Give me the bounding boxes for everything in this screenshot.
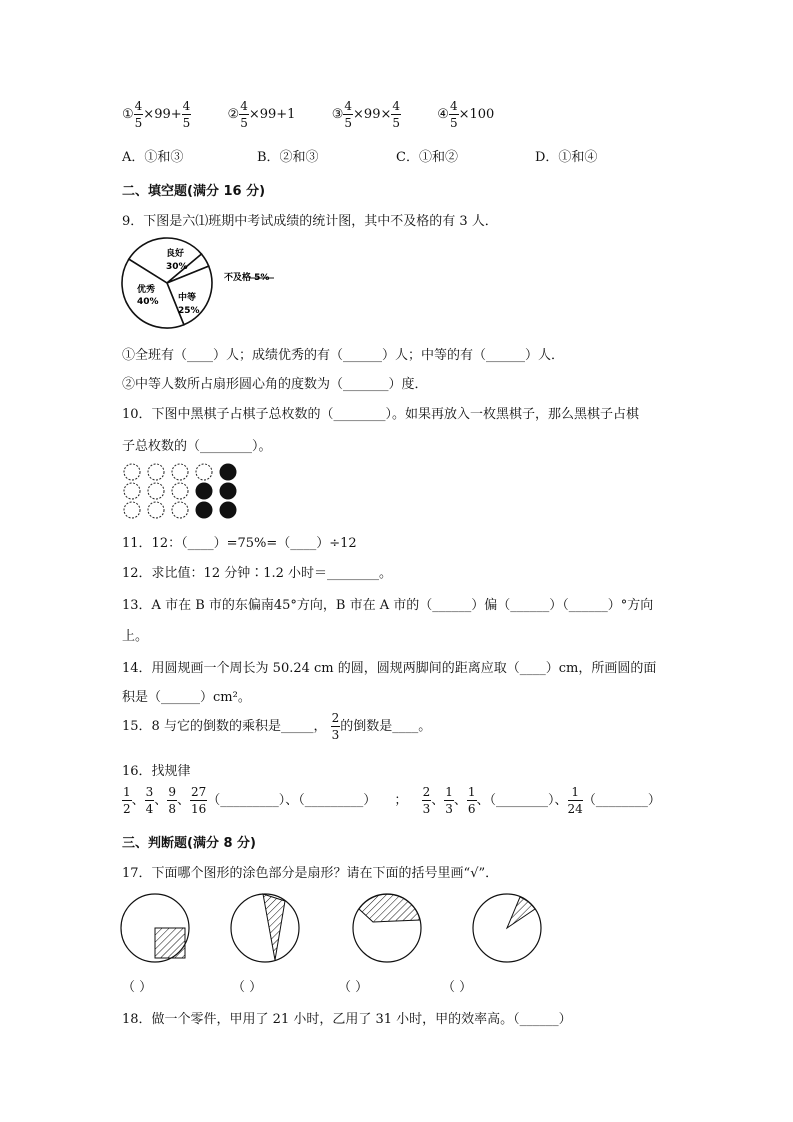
q17-figure-4: [473, 894, 541, 962]
q17-answer-3[interactable]: （ ）: [338, 980, 369, 995]
q16-title: 16．找规律: [122, 764, 191, 779]
white-piece: [148, 502, 164, 518]
q8-choice-b: B．②和③: [257, 150, 319, 165]
q16-seq1-item: $\frac{1}{2}$: [123, 785, 131, 816]
q16-seq2-item: $\frac{1}{6}$: [467, 785, 476, 816]
white-piece: [148, 483, 164, 499]
q8-choice-c: C．①和②: [396, 150, 458, 165]
white-piece: [196, 464, 212, 480]
q8-option-2: ② $\frac{4}{5}$ ×99+1: [227, 99, 296, 130]
pie-label-fail: 不及格 5%: [224, 273, 270, 283]
q16-seq2-item: $\frac{2}{3}$: [422, 785, 431, 816]
q15-pre: 15．8 与它的倒数的乘积是_____，: [122, 719, 327, 734]
q16-seq1-item: $\frac{9}{8}$: [168, 785, 176, 816]
pie-label-excellent: 优秀: [137, 285, 156, 295]
q17-answer-1[interactable]: （ ）: [122, 980, 153, 995]
white-piece: [172, 502, 188, 518]
q8-choice-a: A．①和③: [122, 150, 184, 165]
chess-pieces-grid: [120, 462, 245, 520]
q15-post: 的倒数是____。: [340, 719, 432, 734]
q8-option-3: ③ $\frac{4}{5}$ ×99× $\frac{4}{5}$: [331, 99, 400, 130]
section-title-judgement: 三、判断题(满分 8 分): [122, 836, 256, 851]
q17-figure-3: [353, 894, 421, 962]
q16-blank3: （________）: [582, 793, 661, 808]
q17-figures: [115, 890, 575, 970]
q16-blank1: （_________）、（_________）: [207, 793, 377, 808]
q17-answer-4[interactable]: （ ）: [442, 980, 473, 995]
q10-line2: 子总枚数的（________）。: [122, 439, 272, 454]
q8-option-4: ④ $\frac{4}{5}$ ×100: [437, 99, 495, 130]
q16-seq1-item: $\frac{27}{16}$: [190, 785, 207, 816]
white-piece: [148, 464, 164, 480]
black-piece: [220, 483, 236, 499]
q9-line2: ②中等人数所占扇形圆心角的度数为（_______）度．: [122, 377, 428, 392]
q17-figure-1: [121, 894, 189, 962]
black-piece: [220, 464, 236, 480]
pie-pct-good: 30%: [166, 262, 188, 272]
q16-seq1-item: $\frac{3}{4}$: [145, 785, 154, 816]
white-piece: [172, 464, 188, 480]
black-piece: [196, 502, 212, 518]
q16-seq2-item: $\frac{1}{3}$: [445, 785, 453, 816]
q15: [122, 712, 431, 741]
pie-label-good: 良好: [166, 249, 185, 259]
white-piece: [124, 502, 140, 518]
q17-answer-2[interactable]: （ ）: [232, 980, 263, 995]
q16-seq2-last: $\frac{1}{24}$: [567, 785, 583, 816]
q13-line1: 13．A 市在 B 市的东偏南45°方向，B 市在 A 市的（______）偏（______）（______）°方向: [122, 598, 654, 613]
q11: 11．12：（____）=75%=（____）÷12: [122, 536, 357, 551]
q18: 18．做一个零件，甲用了 21 小时，乙用了 31 小时，甲的效率高。（______）: [122, 1012, 572, 1027]
q16-sequences: $\frac{1}{2}$ 、 $\frac{3}{4}$ 、 $\frac{9}{8}$ 、 $\frac{27}{16}$ （_________）、（_________） ； $\frac{2}{3}$ 、 $\frac{1}{3}$ 、 $\frac{1}{6}$ 、（________）、 $\frac{1}{24}$ （________）: [123, 785, 661, 816]
section-title-fill-in: 二、填空题(满分 16 分): [122, 184, 266, 199]
q8-options: [122, 100, 494, 129]
q13-line2: 上。: [122, 629, 149, 644]
pie-chart: [120, 236, 274, 331]
q8-choice-d: D．①和④: [535, 150, 598, 165]
q16-separator: ；: [394, 793, 408, 808]
q17-stem: 17．下面哪个图形的涂色部分是扇形？请在下面的括号里画“√”．: [122, 866, 499, 881]
white-piece: [172, 483, 188, 499]
pie-label-medium: 中等: [178, 293, 197, 303]
q14-line2: 积是（______）cm²。: [122, 690, 251, 705]
q17-figure-2: [231, 894, 299, 962]
black-piece: [220, 502, 236, 518]
white-piece: [124, 464, 140, 480]
q9-line1: ①全班有（____）人；成绩优秀的有（______）人；中等的有（______）人．: [122, 348, 565, 363]
q16-blank2: （________）、: [489, 793, 568, 808]
q15-fraction: $\frac{2}{3}$: [331, 711, 340, 742]
q12: 12．求比值：12 分钟∶1.2 小时＝________。: [122, 566, 393, 581]
white-piece: [124, 483, 140, 499]
pie-pct-medium: 25%: [178, 306, 200, 316]
q9-stem: 9．下图是六⑴班期中考试成绩的统计图，其中不及格的有 3 人．: [122, 214, 498, 229]
q8-option-1: ① $\frac{4}{5}$ ×99+ $\frac{4}{5}$: [122, 99, 191, 130]
black-piece: [196, 483, 212, 499]
pie-pct-excellent: 40%: [137, 297, 159, 307]
q14-line1: 14．用圆规画一个周长为 50.24 cm 的圆，圆规两脚间的距离应取（____）cm，所画圆的面: [122, 661, 657, 676]
q10-line1: 10．下图中黑棋子占棋子总枚数的（________）。如果再放入一枚黑棋子，那么黑棋子占棋: [122, 407, 640, 422]
